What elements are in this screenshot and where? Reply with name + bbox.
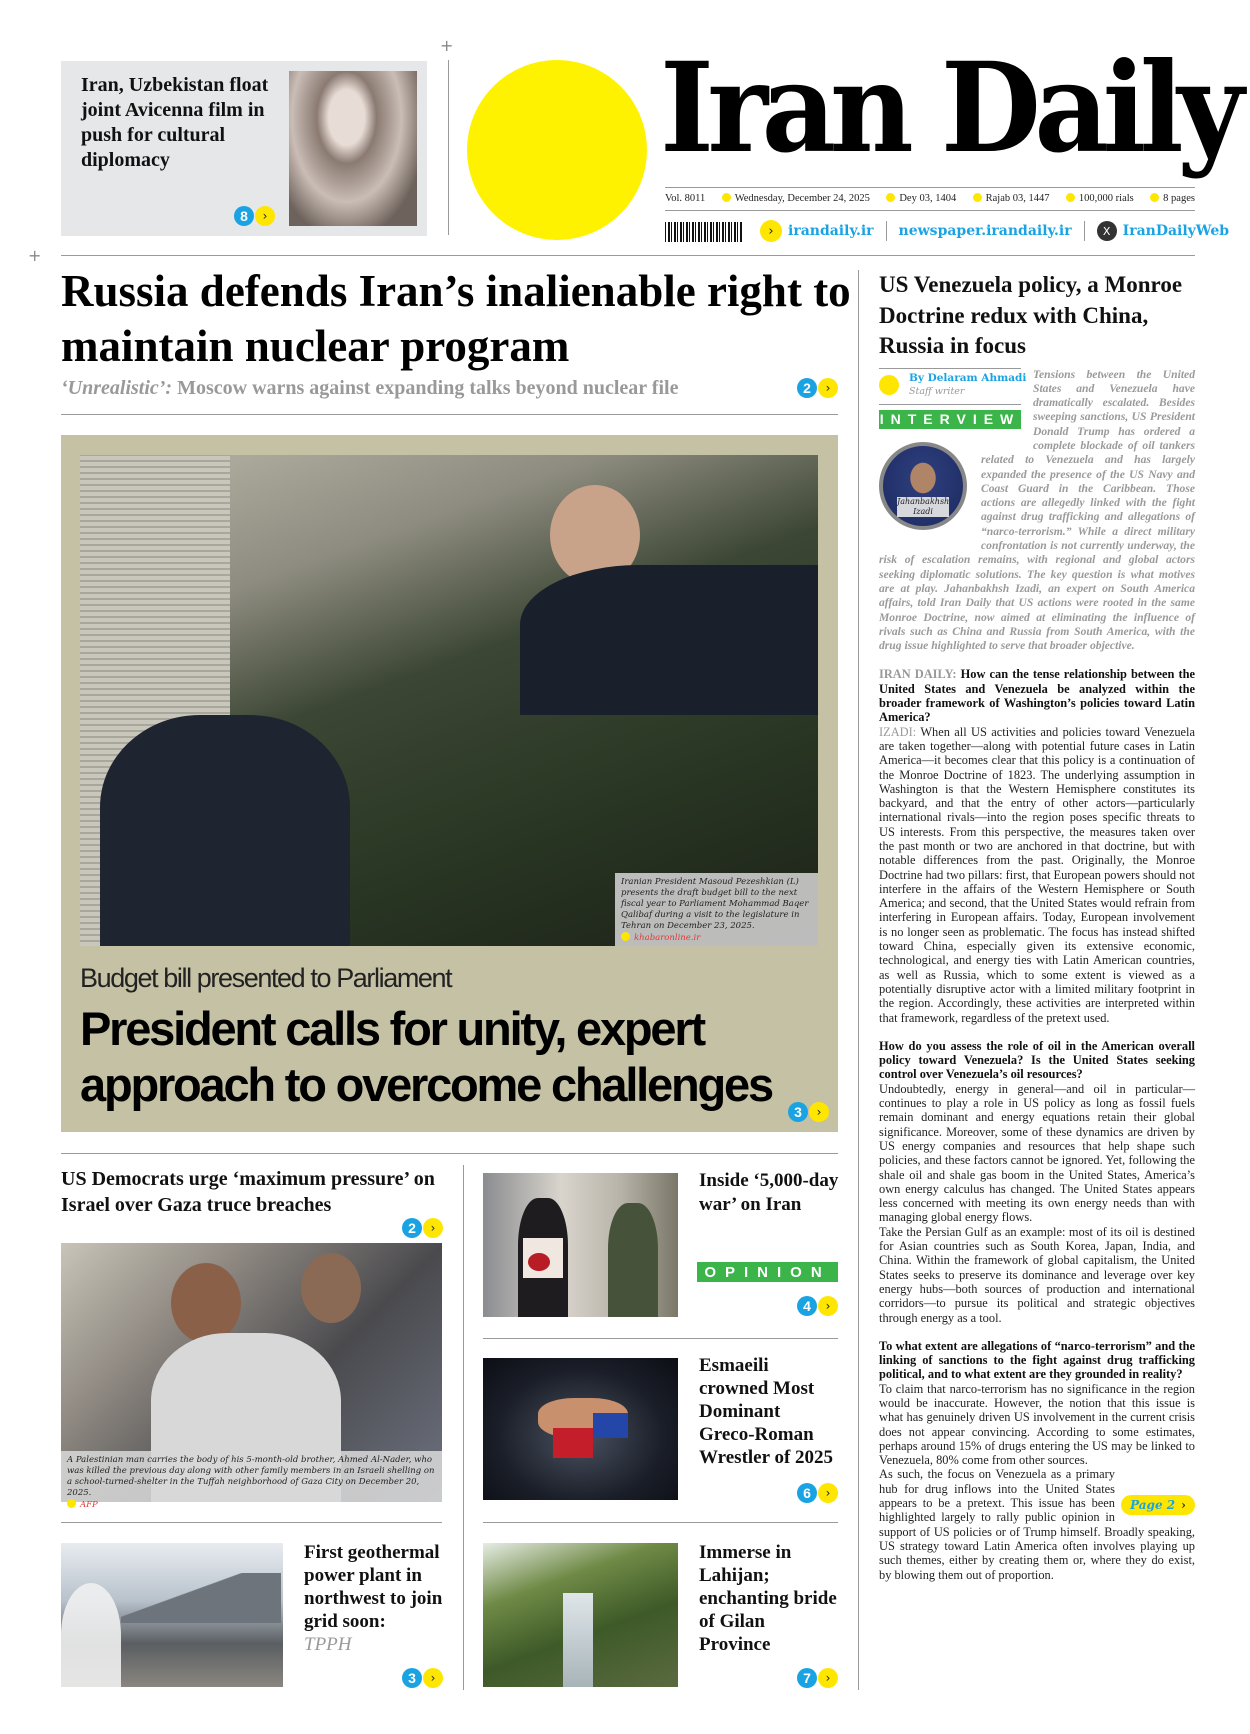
photo-credit: khabaronline.ir (634, 933, 701, 943)
question-3: To what extent are allegations of “narco-terrorism” and the linking of sanctions to the fight against drug trafficking political, and to what extent are they grounded in reality? (879, 1338, 1195, 1382)
interview-body (879, 667, 1195, 1581)
answer-1: When all US activities and policies toward Venezuela are taken together—along with potential future cases in Latin America—it becomes clear that this policy is a continuation of the Monroe Doctrine of 1823. The underlying assumption in Washington is that the Western Hemisphere constitutes its backyard, and that the entry of other actors—particularly international rivals—into the region poses specific threats to US interests. From this perspective, the measures taken over the past month or two are anchored in that doctrine, but with notable differences from the past. Originally, the Monroe Doctrine had two pillars: first, that European powers should not interfere in the affairs of the Western Hemisphere or South America; and second, that the United States would refrain from interfering in European affairs. Today, European involvement is no longer seen as problematic. The focus has instead shifted toward China, especially given its extensive economic, technological, and energy ties with Latin American countries, as well as Russia, which to some extent is viewed as a potentially disruptive actor with a limited military footprint in the region. Accordingly, these activities are interpreted within that framework, regardless of the pretext used. (879, 724, 1195, 1025)
answer-2b: Take the Persian Gulf as an example: most of its oil is destined for Asian countries such as South Korea, Japan, India, and China. Within the framework of global capitalism, the United States seeks to preserve its dominance and leverage over key energy hubs—both sources of production and international corridors—to pursue its political and strategic objectives through energy as a tool. (879, 1224, 1195, 1325)
answer-3b: As such, the focus on Venezuela as a primary hub for drug inflows into the United States appears to be a pretext. This issue has been highlighted largely to rally public opinion in support of US policies or of Trump himself. Broadly speaking, US strategy toward Latin America often involves playing up such themes, either by creating them or, where they do exist, by blowing them out of proportion. (879, 1467, 1195, 1582)
answer-2: Undoubtedly, energy in general—and oil in particular—continues to play a role in US policy as long as fossil fuels remain dominant and energy equations retain their global significance. Moreover, some of these dynamics are driven by US energy companies and resources that help shape such policies, and these factors cannot be ignored. Yet, following the shale oil and shale gas boom in the United States, America’s own energy calculus has changed. The United States appears less concerned with meeting its own energy needs than with managing global energy flows. (879, 1081, 1195, 1225)
page-badge[interactable] (797, 378, 838, 398)
date: Wednesday, December 24, 2025 (722, 190, 870, 208)
page-number: 2 (402, 1218, 422, 1238)
arrow-right-icon: › (809, 1102, 829, 1122)
arrow-right-icon: › (818, 1668, 838, 1688)
photo-story-overline: Budget bill presented to Parliament (80, 963, 452, 993)
lahijan-headline[interactable]: Immerse in Lahijan; enchanting bride of Gilan Province (699, 1542, 837, 1655)
continue-button[interactable] (1121, 1495, 1195, 1515)
question-1: How can the tense relationship between the United States and Venezuela be analyzed within the broader framework of Washington’s policies toward Latin America? (879, 667, 1195, 725)
masthead-title[interactable]: Iran Daily (660, 36, 1238, 181)
question-label: IRAN DAILY: (879, 667, 957, 682)
arrow-right-icon: › (818, 378, 838, 398)
author-icon (879, 375, 899, 395)
interview-headline[interactable]: US Venezuela policy, a Monroe Doctrine redux with China, Russia in focus (879, 272, 1183, 358)
photo-story-headline[interactable]: President calls for unity, expert approach to overcome challenges (80, 1002, 772, 1111)
portrait-block (879, 442, 975, 542)
crosshair-mark: + (440, 36, 454, 55)
arrow-right-icon: › (423, 1668, 443, 1688)
source-credit: TPPH (304, 1634, 352, 1655)
lead-headline[interactable]: Russia defends Iran’s inalienable right to maintain nuclear program (61, 266, 851, 371)
author-role: Staff writer (909, 385, 965, 397)
intro-text: Tensions between the United States and Venezuela have dramatically escalated. Besides sweeping sanctions, US President Donald Trump has ordered a complete blockade of oil tankers related to Venezuela and has largely expanded the presence of the US Navy and Coast Guard in the Caribbean. Those actions are allegedly linked with the fight against drug trafficking and allegations of “narco-terrorism.” While a direct military confrontation is not currently underway, the risk of escalation remains, with regional and global actors seeking diplomatic solutions. The key question is what motives are at play. Jahanbakhsh Izadi, an expert on South America affairs, told Iran Daily that US actions were rooted in the same Monroe Doctrine, now aimed at eliminating the influence of rivals such as China and Russia from South America, with the drug issue highlighted to serve that broader objective. (879, 367, 1195, 653)
caption-text: A Palestinian man carries the body of his 5-month-old brother, Ahmed Al-Nader, who was killed the previous day along with other family members in an Israeli shelling on a school-turned-shelter in the Tuffah neighborhood of Gaza City on December 20, 2025. (67, 1455, 435, 1498)
links-row (760, 220, 1229, 242)
question-2: How do you assess the role of oil in the American overall policy toward Venezuela? Is the United States seeking control over Venezuela’s oil resources? (879, 1038, 1195, 1082)
arrow-right-icon: › (818, 1483, 838, 1503)
arrow-right-icon: › (423, 1218, 443, 1238)
lahijan-photo (483, 1543, 678, 1687)
page-badge[interactable] (788, 1102, 829, 1122)
page-number: 7 (797, 1668, 817, 1688)
newspaper-link[interactable]: newspaper.irandaily.ir (898, 223, 1072, 239)
issue-info (665, 190, 1195, 208)
photo-credit: AFP (80, 1500, 98, 1510)
page-number: 4 (797, 1296, 817, 1316)
portrait-label: Jahanbakhsh Izadi (897, 496, 950, 516)
website-link[interactable]: irandaily.ir (788, 223, 874, 239)
photo-story-box[interactable] (61, 435, 838, 1132)
interview-column (879, 270, 1195, 1582)
arrow-right-icon: › (760, 220, 782, 242)
persian-date: Dey 03, 1404 (886, 190, 956, 208)
avicenna-portrait-image (289, 71, 417, 226)
arrow-right-icon: › (818, 1296, 838, 1316)
byline[interactable]: By Delaram Ahmadi (909, 371, 1027, 384)
opinion-photo (483, 1173, 678, 1317)
lead-kicker: ‘Unrealistic’: (61, 377, 173, 399)
page-number: 3 (788, 1102, 808, 1122)
headline-text: First geothermal power plant in northwest to join grid soon: (304, 1542, 443, 1632)
hijri-date: Rajab 03, 1447 (973, 190, 1050, 208)
page-number: 8 (234, 206, 254, 226)
arrow-right-icon: › (255, 206, 275, 226)
x-icon: X (1097, 221, 1117, 241)
sun-logo (467, 60, 647, 240)
page-badge[interactable] (797, 1296, 838, 1316)
interview-tag: INTERVIEW (879, 410, 1021, 427)
crosshair-mark: + (28, 246, 42, 265)
lead-subheadline (61, 374, 678, 402)
answer-label: IZADI: (879, 724, 917, 739)
page-count: 8 pages (1150, 190, 1195, 208)
page-badge[interactable] (402, 1218, 443, 1238)
page-number: 2 (797, 378, 817, 398)
opinion-headline[interactable]: Inside ‘5,000-day war’ on Iran (699, 1170, 839, 1215)
opinion-tag: OPINION (697, 1262, 838, 1282)
barcode (665, 222, 743, 242)
photo-caption (615, 873, 818, 946)
lead-sub: Moscow warns against expanding talks beyond nuclear file (172, 377, 679, 399)
page-badge[interactable] (797, 1668, 838, 1688)
x-handle-link[interactable]: IranDailyWeb (1122, 223, 1230, 239)
continue-label: Page 2 (1130, 1498, 1176, 1513)
gaza-headline[interactable]: US Democrats urge ‘maximum pressure’ on Israel over Gaza truce breaches (61, 1168, 435, 1216)
promo-box[interactable] (61, 61, 427, 236)
arrow-right-icon: › (1181, 1498, 1186, 1513)
geothermal-headline[interactable] (304, 1541, 444, 1656)
wrestler-photo (483, 1358, 678, 1500)
page-badge[interactable] (234, 206, 275, 226)
geothermal-photo (61, 1543, 283, 1687)
wrestler-headline[interactable]: Esmaeili crowned Most Dominant Greco-Roman Wrestler of 2025 (699, 1355, 834, 1468)
promo-headline: Iran, Uzbekistan float joint Avicenna film in push for cultural diplomacy (81, 74, 269, 171)
gaza-caption (61, 1451, 442, 1510)
interview-intro (879, 368, 1195, 654)
answer-3: To claim that narco-terrorism has no significance in the region would be inaccurate. However, the notion that this issue is what has genuinely driven US involvement in the current crisis does not appear convincing. According to some estimates, perhaps around 15% of drugs entering the US may be linked to Venezuela, 80% come from other sources. (879, 1381, 1195, 1468)
price: 100,000 rials (1066, 190, 1134, 208)
page-number: 3 (402, 1668, 422, 1688)
page-badge[interactable] (402, 1668, 443, 1688)
page-badge[interactable] (797, 1483, 838, 1503)
page-number: 6 (797, 1483, 817, 1503)
volume: Vol. 8011 (665, 193, 706, 204)
byline-block (879, 368, 1027, 440)
caption-text: Iranian President Masoud Pezeshkian (L) presents the draft budget bill to the next fiscal year to Parliament Mohammad Baqer Qalibaf during a visit to the legislature in Tehran on December 23, 2025. (621, 877, 809, 931)
